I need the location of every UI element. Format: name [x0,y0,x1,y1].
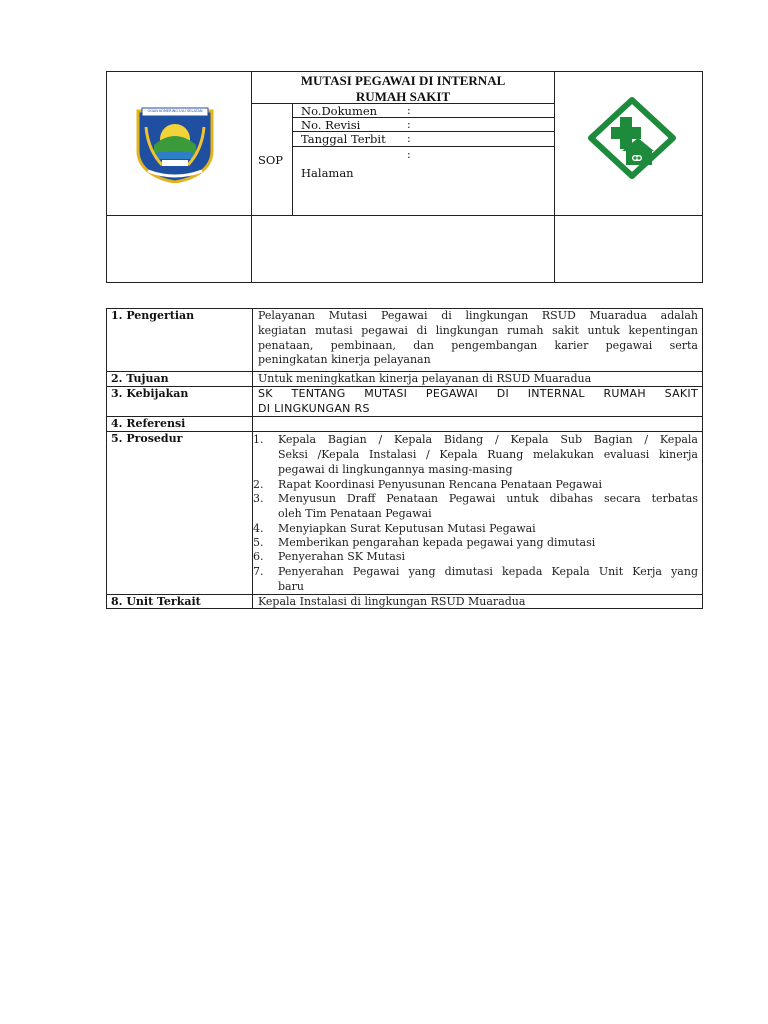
regency-crest-logo [134,105,216,183]
prosedur-item-number: 5. [253,536,264,549]
field-no-dokumen: No.Dokumen [301,104,378,118]
field-no-dokumen-colon: : [407,104,411,117]
prosedur-item-line: Rapat Koordinasi Penyusunan Rencana Penataan Pegawai [278,478,603,491]
prosedur-item-1 [253,432,698,478]
unit-terkait-text: Kepala Instalasi di lingkungan RSUD Muaradua [258,595,526,608]
title-line-1: MUTASI PEGAWAI DI INTERNAL [300,73,506,88]
prosedur-item-line: baru [278,580,304,593]
prosedur-item-line: pegawai di lingkungannya masing-masing [278,463,513,476]
prosedur-item-number: 3. [253,492,264,505]
prosedur-item-line: Menyiapkan Surat Keputusan Mutasi Pegawai [278,522,536,535]
page-title [252,73,554,105]
prosedur-item-line: Penyerahan SK Mutasi [278,550,406,563]
field-no-revisi-colon: : [407,118,411,131]
prosedur-item-6 [253,549,698,564]
field-no-revisi: No. Revisi [301,118,361,132]
prosedur-item-line: oleh Tim Penataan Pegawai [278,507,432,520]
label-referensi: 4. Referensi [111,417,186,430]
prosedur-item-4 [253,521,698,536]
pengertian-line: penataan, pembinaan, dan pengembangan karier pegawai serta [258,339,698,352]
prosedur-item-2 [253,477,698,492]
prosedur-item-number: 7. [253,565,264,578]
prosedur-item-3 [253,491,698,521]
label-tujuan: 2. Tujuan [111,372,169,385]
pengertian-line: peningkatan kinerja pelayanan [258,353,431,366]
prosedur-item-line: Seksi /Kepala Instalasi / Kepala Ruang melakukan evaluasi kinerja [278,448,698,461]
prosedur-item-line: Menyusun Draff Penataan Pegawai untuk dibahas secara terbatas [278,492,698,505]
pengertian-line: Pelayanan Mutasi Pegawai di lingkungan RSUD Muaradua adalah [258,309,698,322]
crest-caption-top: OGAN KOMERING ULU SELATAN [147,109,203,113]
prosedur-item-line: Memberikan pengarahan kepada pegawai yang dimutasi [278,536,596,549]
field-tanggal-terbit-colon: : [407,132,411,145]
prosedur-item-number: 4. [253,522,264,535]
prosedur-item-7 [253,564,698,594]
prosedur-item-line: Kepala Bagian / Kepala Bidang / Kepala Sub Bagian / Kepala [278,433,698,446]
regency-crest-icon [134,105,216,183]
prosedur-item-line: Penyerahan Pegawai yang dimutasi kepada Kepala Unit Kerja yang [278,565,698,578]
label-prosedur: 5. Prosedur [111,432,183,445]
sop-label: SOP [258,153,284,167]
kebijakan-line-1: SK TENTANG MUTASI PEGAWAI DI INTERNAL RUMAH SAKIT [258,387,698,400]
kebijakan-line-2: DI LINGKUNGAN RS [258,402,370,415]
label-kebijakan: 3. Kebijakan [111,387,189,400]
field-halaman-colon: : [407,148,411,161]
prosedur-item-number: 2. [253,478,264,491]
prosedur-item-5 [253,535,698,550]
title-line-2: RUMAH SAKIT [355,89,451,104]
health-logo [588,97,676,179]
field-tanggal-terbit: Tanggal Terbit [301,132,386,146]
prosedur-item-number: 6. [253,550,264,563]
label-pengertian: 1. Pengertian [111,309,195,322]
tujuan-text: Untuk meningkatkan kinerja pelayanan di RSUD Muaradua [258,372,592,385]
health-cross-house-icon [588,97,676,179]
pengertian-line: kegiatan mutasi pegawai di lingkungan rumah sakit untuk kepentingan [258,324,698,337]
kebijakan-text [258,386,698,416]
pengertian-text [258,308,698,366]
prosedur-item-number: 1. [253,433,264,446]
label-unit-terkait: 8. Unit Terkait [111,595,201,608]
field-halaman: Halaman [301,166,354,180]
